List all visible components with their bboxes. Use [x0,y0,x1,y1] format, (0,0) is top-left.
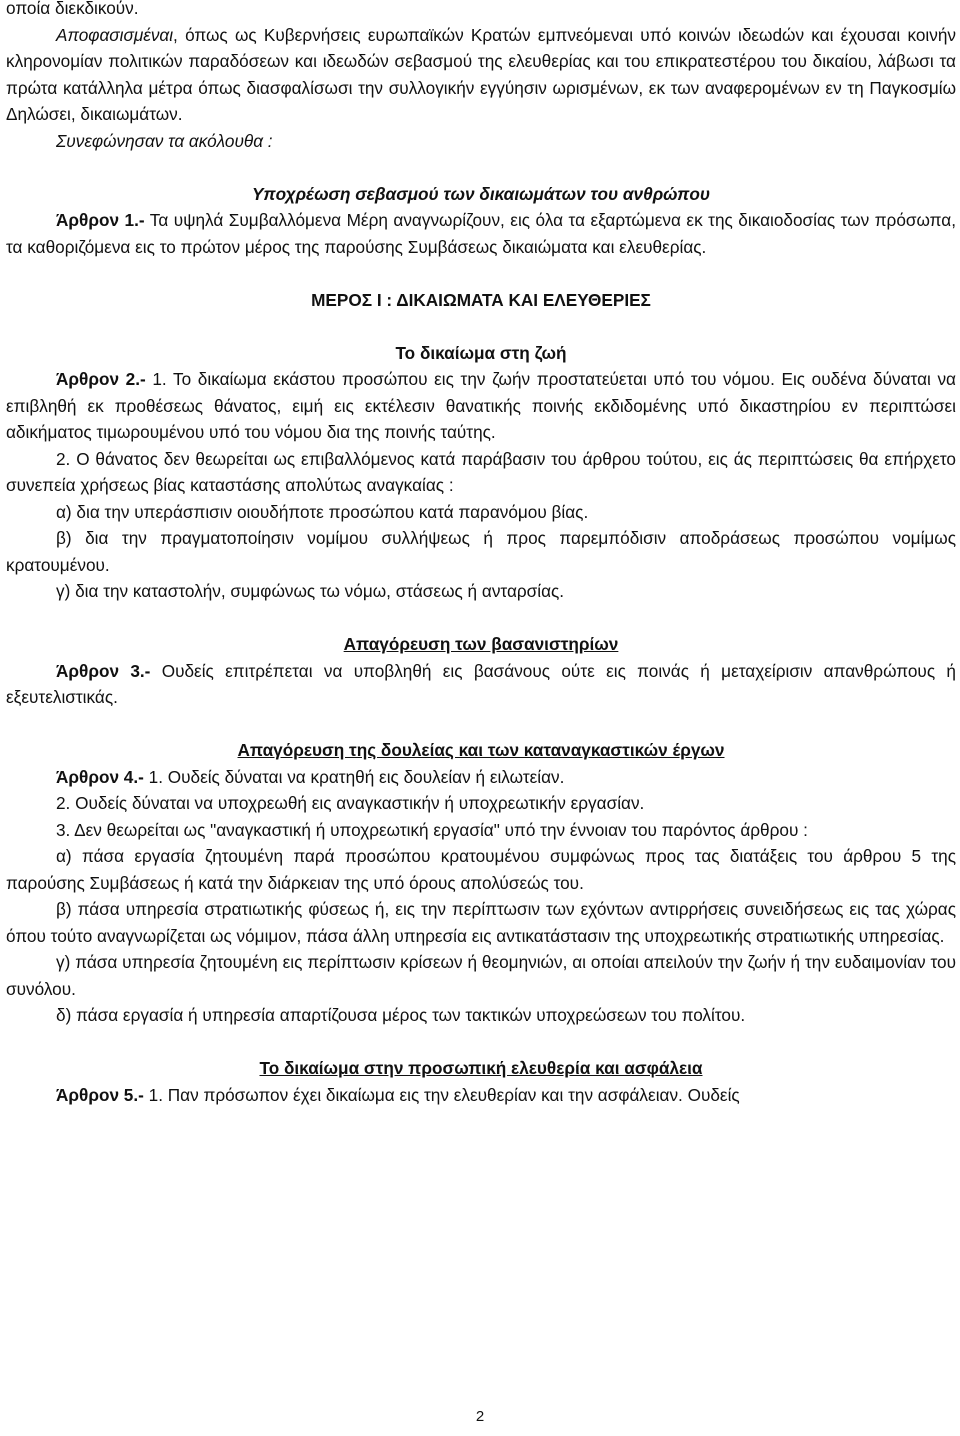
spacer [6,605,956,632]
spacer [6,154,956,181]
article-2-label: Άρθρον 2.- [56,369,146,389]
article-4-para-3: 3. Δεν θεωρείται ως "αναγκαστική ή υποχρεωτική εργασία" υπό την έννοιαν του παρόντος άρθρου : [56,819,808,840]
resolved-keyword: Αποφασισμέναι [56,24,174,45]
article-4-item-a: α) πάσα εργασία ζητουμένη παρά προσώπου κρατουμένου συμφώνως προς τας διατάξεις του άρθρου 5 της παρούσης Συμβάσεως ή κατά την διάρκειαν της υπό όρους απολύσεώς του. [6,846,956,893]
article-1-text: Τα υψηλά Συμβαλλόμενα Μέρη αναγνωρίζουν, εις όλα τα εξαρτώμενα εκ της δικαιοδοσίας των πρόσωπα, τα καθοριζόμενα εις το πρώτον μέρος της παρούσης Συμβάσεως δικαιώματα και ελευθερίας. [6,210,957,257]
article-3 [6,658,956,711]
article-3-text: Ουδείς επιτρέπεται να υποβληθή εις βασάνους ούτε εις ποινάς ή μεταχείρισιν απανθρώπους ή εξευτελιστικάς. [6,660,956,707]
article-5-text: 1. Παν πρόσωπον έχει δικαίωμα εις την ελευθερίαν και την ασφάλειαν. Ουδείς [143,1084,740,1105]
article-4-item-d: δ) πάσα εργασία ή υπηρεσία απαρτίζουσα μέρος των τακτικών υποχρεώσεων του πολίτου. [56,1005,746,1025]
spacer [6,260,956,287]
continuation-line: οποία διεκδικούν. [6,0,139,18]
article-4-label: Άρθρον 4.- [56,766,144,787]
page-number: 2 [475,1408,485,1425]
article-4-item-b: β) πάσα υπηρεσία στρατιωτικής φύσεως ή, εις την περίπτωσιν των εχόντων αντιρρήσεις συνειδήσεως εις τας χώρας όπου τούτο αναγνωρίζεται ως νόμιμον, πάσα άλλη υπηρεσία εις αντικατάστασιν της υποχρεωτικής στρατιωτικής υπηρεσίας. [6,899,956,946]
article-2-item-c: γ) δια την καταστολήν, συμφώνως τω νόμω, στάσεως ή ανταρσίας. [56,581,565,601]
article-2-text: 1. Το δικαίωμα εκάστου προσώπου εις την ζωήν προστατεύεται υπό του νόμου. Εις ουδένα δύναται να επιβληθή εκ προθέσεως θάνατος, ειμή εις εκτέλεσιν θανατικής ποινής εκδιδομένης υπό δικαστηρίου εν περιπτώσει αδικήματος τιμωρουμένου υπό του νόμου δια της ποινής ταύτης. [6,369,956,442]
article-1-label: Άρθρον 1.- [56,210,145,230]
heading-torture: Απαγόρευση των βασανιστηρίων [343,634,619,654]
article-4-para-2: 2. Ουδείς δύναται να υποχρεωθή εις αναγκαστικήν ή υποχρεωτικήν εργασίαν. [56,793,645,813]
heading-slavery: Απαγόρευση της δουλείας και των καταναγκαστικών έργων [237,740,725,760]
spacer [6,1029,956,1056]
agreed-line: Συνεφώνησαν τα ακόλουθα : [56,130,273,151]
spacer [6,711,956,738]
article-2-item-a: α) δια την υπεράσπισιν οιουδήποτε προσώπου κατά παρανόμου βίας. [56,501,589,522]
article-5 [6,1082,956,1109]
resolved-text: , όπως ως Κυβερνήσεις ευρωπαϊκών Κρατών εμπνεόμεναι υπό κοινών ιδεωdών και έχουσαι κοινήν κληρονομίαν πολιτικών παραδόσεων και ιδεωδών σεβασμού της ελευθερίας και του επικρατεστέρου του δικαίου, λάβωσι τα πρώτα κατάλληλα μέτρα όπως διασφαλίσωσι την συλλογικήν εγγύησιν ωρισμένων, εκ των αναφερομένων εν τη Παγκοσμίω Δηλώσει, δικαιωμάτων. [6,24,956,124]
article-1 [6,207,956,260]
article-3-label: Άρθρον 3.- [56,660,151,681]
document-body [6,0,956,1108]
spacer [6,313,956,340]
article-2-item-b: β) δια την πραγματοποίησιν νομίμου συλλήψεως ή προς παρεμπόδισιν αποδράσεως προσώπου νομίμως κρατουμένου. [6,528,956,575]
heading-obligation: Υποχρέωση σεβασμού των δικαιωμάτων του ανθρώπου [251,183,711,204]
article-2-para-2: 2. Ο θάνατος δεν θεωρείται ως επιβαλλόμενος κατά παράβασιν του άρθρου τούτου, εις άς περιπτώσεις θα επήρχετο συνεπεία χρήσεως βίας καταστάσης απολύτως αναγκαίας : [6,448,956,495]
article-5-label: Άρθρον 5.- [56,1084,144,1105]
part-1-heading: ΜΕΡΟΣ Ι : ΔΙΚΑΙΩΜΑΤΑ ΚΑΙ ΕΛΕΥΘΕΡΙΕΣ [311,289,651,310]
heading-liberty: Το δικαίωμα στην προσωπική ελευθερία και ασφάλεια [259,1058,703,1078]
paragraph-resolved [6,22,956,128]
article-4-para-1 [6,764,956,791]
article-2-para-1 [6,366,956,446]
article-4-text: 1. Ουδείς δύναται να κρατηθή εις δουλείαν ή ειλωτείαν. [143,766,565,787]
heading-life: Το δικαίωμα στη ζωή [395,342,567,363]
article-4-item-c: γ) πάσα υπηρεσία ζητουμένη εις περίπτωσιν κρίσεων ή θεομηνιών, αι οποίαι απειλούν την ζωήν ή την ευδαιμονίαν του συνόλου. [6,952,956,999]
